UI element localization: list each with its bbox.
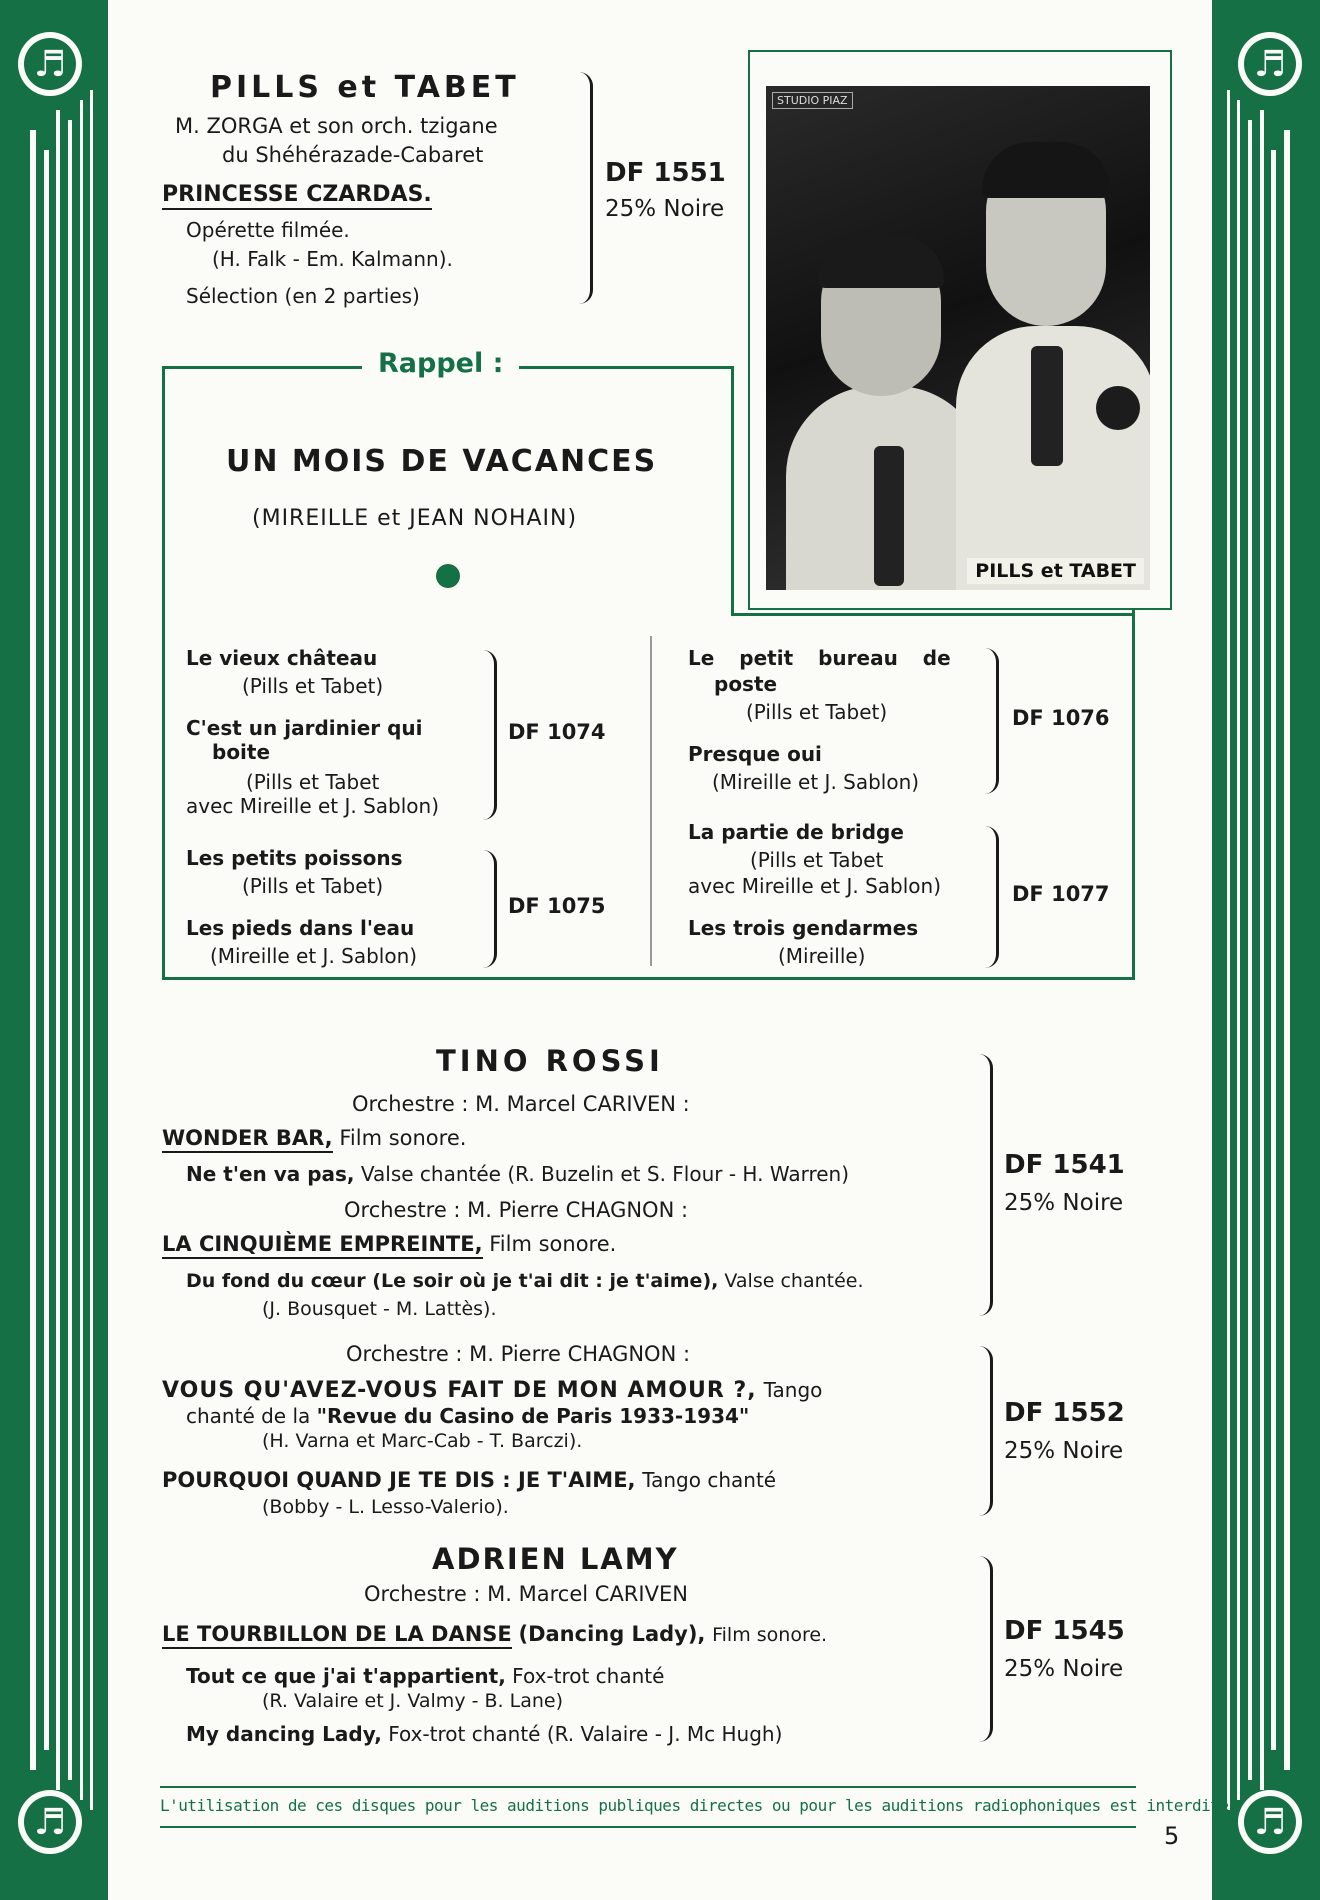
artist-photo <box>766 86 1150 590</box>
orchestra-line: M. ZORGA et son orch. tzigane <box>175 114 498 138</box>
rappel-frame-line <box>731 613 1135 616</box>
song-title-cont: boite <box>212 740 271 764</box>
orchestra-line: Orchestre : M. Marcel CARIVEN <box>364 1582 688 1606</box>
song-credit: avec Mireille et J. Sablon) <box>688 874 942 898</box>
border-stripe <box>44 150 49 1750</box>
record-code: DF 1541 <box>1004 1150 1125 1180</box>
song-type: Fox-trot chanté <box>512 1664 665 1688</box>
song-title: Les trois gendarmes <box>688 916 919 940</box>
left-border <box>0 0 108 1900</box>
border-stripe <box>80 100 83 1800</box>
song-title: My dancing Lady, <box>186 1722 382 1746</box>
song-type: Tango <box>763 1378 823 1402</box>
border-stripe <box>1248 120 1252 1780</box>
record-code: DF 1075 <box>508 894 606 918</box>
song-detail: chanté de la <box>186 1404 311 1428</box>
border-stripe <box>1284 130 1290 1770</box>
music-note-icon: ♬ <box>18 32 82 96</box>
song-type: Tango chanté <box>642 1468 777 1492</box>
song-title: Tout ce que j'ai t'appartient, <box>186 1664 506 1688</box>
work-title: LA CINQUIÈME EMPREINTE, <box>162 1232 483 1259</box>
work-type: Film sonore. <box>339 1126 467 1150</box>
work-subtitle: (Dancing Lady), <box>518 1622 706 1646</box>
border-stripe <box>1237 100 1240 1800</box>
bullet-dot <box>436 564 460 588</box>
rappel-authors: (MIREILLE et JEAN NOHAIN) <box>252 506 578 531</box>
record-code: DF 1076 <box>1012 706 1110 730</box>
photo-caption: PILLS et TABET <box>967 558 1144 584</box>
brace <box>978 826 999 968</box>
song-title: Presque oui <box>688 742 822 766</box>
song-credit: (H. Varna et Marc-Cab - T. Barczi). <box>262 1430 583 1452</box>
song-detail: Valse chantée. <box>724 1270 864 1292</box>
song-title: Ne t'en va pas, <box>186 1162 355 1186</box>
song-credit: (Pills et Tabet <box>750 848 884 872</box>
artist-title: ADRIEN LAMY <box>432 1542 679 1576</box>
song-title: La partie de bridge <box>688 820 904 844</box>
song-title: VOUS QU'AVEZ-VOUS FAIT DE MON AMOUR ?, <box>162 1378 757 1403</box>
photo-frame <box>748 50 1172 610</box>
orchestra-line: Orchestre : M. Pierre CHAGNON : <box>344 1198 689 1222</box>
border-stripe <box>1227 90 1230 1810</box>
border-stripe <box>68 120 72 1780</box>
brace <box>968 1556 993 1742</box>
record-code: DF 1077 <box>1012 882 1110 906</box>
song-detail: Valse chantée (R. Buzelin et S. Flour - H. Warren) <box>360 1162 850 1186</box>
song-credit: (Mireille et J. Sablon) <box>210 944 418 968</box>
record-code: DF 1074 <box>508 720 606 744</box>
figure-right-tie <box>1031 346 1063 466</box>
song-title: POURQUOI QUAND JE TE DIS : JE T'AIME, <box>162 1468 636 1492</box>
song-credit: (Pills et Tabet) <box>242 874 384 898</box>
brace <box>968 1054 993 1316</box>
border-stripe <box>1271 150 1276 1750</box>
song-title: C'est un jardinier qui <box>186 716 423 740</box>
song-title: Le petit bureau de <box>688 646 951 670</box>
figure-right-hair <box>982 142 1110 198</box>
song-credit: (R. Valaire et J. Valmy - B. Lane) <box>262 1690 563 1712</box>
song-detail: Fox-trot chanté (R. Valaire - J. Mc Hugh) <box>388 1722 783 1746</box>
work-description: Opérette filmée. <box>186 218 350 242</box>
music-note-icon: ♬ <box>1238 1790 1302 1854</box>
song-title: Le vieux château <box>186 646 378 670</box>
brace <box>968 1346 993 1516</box>
song-credit: (Bobby - L. Lesso-Valerio). <box>262 1496 509 1518</box>
song-credit: (J. Bousquet - M. Lattès). <box>262 1298 497 1320</box>
orchestra-line: Orchestre : M. Marcel CARIVEN : <box>352 1092 690 1116</box>
rappel-title: UN MOIS DE VACANCES <box>226 444 658 479</box>
song-title: Les petits poissons <box>186 846 403 870</box>
page-number: 5 <box>1164 1822 1180 1850</box>
record-price: 25% Noire <box>1004 1656 1124 1682</box>
column-divider <box>650 636 652 966</box>
brace <box>476 850 497 968</box>
studio-stamp: STUDIO PIAZ <box>772 92 853 109</box>
brace <box>476 650 497 820</box>
record-code: DF 1552 <box>1004 1398 1125 1428</box>
song-title-cont: poste <box>714 672 778 696</box>
song-credit: (Mireille et J. Sablon) <box>712 770 920 794</box>
border-stripe <box>56 110 60 1790</box>
work-type: Film sonore. <box>712 1624 828 1646</box>
work-title: LE TOURBILLON DE LA DANSE <box>162 1622 512 1649</box>
music-note-icon: ♬ <box>1238 32 1302 96</box>
work-title: WONDER BAR, <box>162 1126 333 1153</box>
selection-line: Sélection (en 2 parties) <box>186 284 420 308</box>
song-credit: (Pills et Tabet <box>246 770 380 794</box>
figure-left-hair <box>818 236 944 288</box>
record-code: DF 1551 <box>605 158 726 188</box>
orchestra-line: du Shéhérazade-Cabaret <box>222 143 484 167</box>
song-credit: (Mireille) <box>778 944 866 968</box>
figure-left-tie <box>874 446 904 586</box>
work-title: PRINCESSE CZARDAS. <box>162 182 432 210</box>
right-border <box>1212 0 1320 1900</box>
work-credit: (H. Falk - Em. Kalmann). <box>212 247 453 271</box>
music-note-icon: ♬ <box>18 1790 82 1854</box>
song-credit: avec Mireille et J. Sablon) <box>186 794 440 818</box>
song-title: Les pieds dans l'eau <box>186 916 415 940</box>
brace <box>978 648 999 794</box>
border-stripe <box>1260 110 1264 1790</box>
brace <box>570 72 593 304</box>
song-credit: (Pills et Tabet) <box>746 700 888 724</box>
record-price: 25% Noire <box>605 196 725 222</box>
work-type: Film sonore. <box>489 1232 617 1256</box>
flower-icon <box>1096 386 1140 430</box>
rappel-label: Rappel : <box>362 348 519 379</box>
record-price: 25% Noire <box>1004 1190 1124 1216</box>
border-stripe <box>30 130 36 1770</box>
song-title: Du fond du cœur (Le soir où je t'ai dit : je t'aime), <box>186 1270 719 1292</box>
orchestra-line: Orchestre : M. Pierre CHAGNON : <box>346 1342 691 1366</box>
record-price: 25% Noire <box>1004 1438 1124 1464</box>
footer-rule <box>160 1826 1136 1828</box>
song-credit: (Pills et Tabet) <box>242 674 384 698</box>
artist-title: TINO ROSSI <box>436 1044 664 1078</box>
footer-rule <box>160 1786 1136 1788</box>
footer-notice: L'utilisation de ces disques pour les auditions publiques directes ou pour les auditions radiophoniques est interdite <box>160 1796 1229 1815</box>
record-code: DF 1545 <box>1004 1616 1125 1646</box>
song-detail: "Revue du Casino de Paris 1933-1934" <box>316 1404 750 1428</box>
border-stripe <box>90 90 93 1810</box>
artist-title: PILLS et TABET <box>210 70 520 105</box>
